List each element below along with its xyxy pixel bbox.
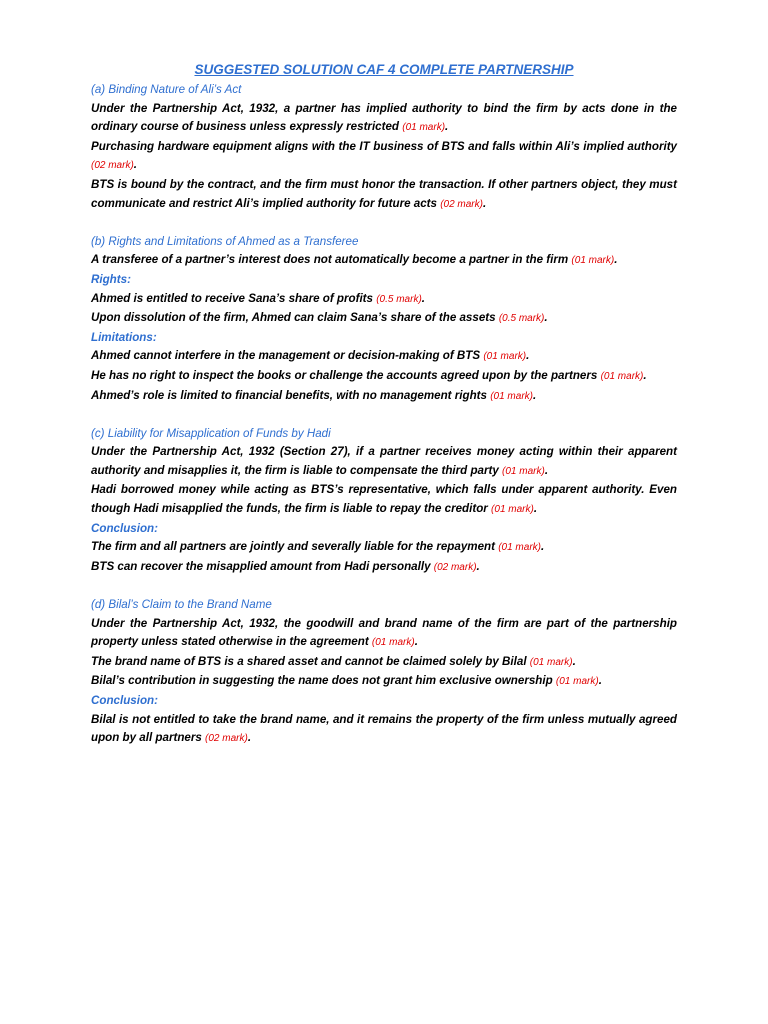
paragraph (91, 615, 677, 653)
section-gap (91, 406, 677, 425)
paragraph (91, 538, 677, 558)
mark-allocation: (01 mark) (483, 351, 527, 363)
paragraph-end-period: . (414, 635, 418, 649)
mark-allocation: (01 mark) (502, 465, 545, 477)
paragraph (91, 672, 677, 692)
section-heading: (d) Bilal’s Claim to the Brand Name (91, 598, 272, 612)
paragraph-end-period: . (544, 311, 548, 325)
mark-allocation: (01 mark) (402, 122, 446, 134)
paragraph (91, 138, 677, 176)
subheading: Limitations: (91, 330, 157, 344)
paragraph-end-period: . (526, 349, 530, 363)
paragraph (91, 387, 677, 407)
document-body (91, 59, 677, 749)
paragraph-text: Ahmed’s role is limited to financial benefits, with no management rights (91, 388, 491, 402)
paragraph-end-period: . (572, 654, 576, 668)
mark-allocation: (01 mark) (498, 542, 541, 554)
paragraph-text: Upon dissolution of the firm, Ahmed can claim Sana’s share of the assets (91, 311, 499, 325)
paragraph-text: He has no right to inspect the books or challenge the accounts agreed upon by the partners (91, 368, 601, 382)
paragraph-text: Bilal is not entitled to take the brand name, and it remains the property of the firm unless mutually agreed upon by all partners (91, 712, 677, 745)
paragraph-end-period: . (476, 559, 480, 573)
section-gap (91, 577, 677, 596)
mark-allocation: (0.5 mark) (376, 293, 422, 305)
sections-container (91, 81, 677, 749)
paragraph (91, 100, 677, 138)
paragraph-end-period: . (614, 253, 618, 267)
mark-allocation: (01 mark) (529, 656, 573, 668)
paragraph-end-period: . (247, 731, 252, 745)
mark-allocation: (01 mark) (371, 637, 415, 649)
paragraph (91, 347, 677, 367)
subheading: Rights: (91, 272, 131, 286)
mark-allocation: (01 mark) (571, 255, 615, 267)
mark-allocation: (0.5 mark) (498, 313, 545, 325)
subheading: Conclusion: (91, 521, 158, 535)
paragraph-end-period: . (533, 388, 537, 402)
paragraph-end-period: . (445, 120, 449, 134)
paragraph-text: BTS is bound by the contract, and the firm must honor the transaction. If other partners object, they must communicate and restrict Ali’s implied authority for future acts (91, 177, 677, 210)
section-heading: (a) Binding Nature of Ali’s Act (91, 83, 242, 96)
paragraph-text: Under the Partnership Act, 1932, a partner has implied authority to bind the firm by acts done in the ordinary course of business unless expressly restricted (91, 101, 677, 134)
paragraph (91, 290, 677, 310)
paragraph (91, 367, 677, 387)
section-heading: (b) Rights and Limitations of Ahmed as a Transferee (91, 234, 359, 248)
mark-allocation: (01 mark) (490, 390, 533, 402)
mark-allocation: (01 mark) (491, 504, 534, 516)
paragraph-text: Under the Partnership Act, 1932, the goodwill and brand name of the firm are part of the partnership property unless stated otherwise in the agreement (91, 616, 677, 649)
paragraph-text: Hadi borrowed money while acting as BTS’s representative, which falls under apparent authority. Even though Hadi misapplied the funds, the firm is liable to repay the creditor (91, 483, 677, 516)
paragraph-text: Ahmed is entitled to receive Sana’s share of profits (91, 291, 377, 305)
paragraph-text: BTS can recover the misapplied amount from Hadi personally (91, 559, 434, 573)
paragraph (91, 481, 677, 519)
mark-allocation: (01 mark) (555, 676, 599, 688)
paragraph-text: Ahmed cannot interfere in the management or decision-making of BTS (91, 349, 484, 363)
section (91, 233, 677, 406)
subheading: Conclusion: (91, 694, 158, 707)
page-title: SUGGESTED SOLUTION CAF 4 COMPLETE PARTNERSHIP (194, 62, 574, 77)
paragraph-end-period: . (482, 196, 487, 210)
paragraph (91, 653, 677, 673)
paragraph-text: Bilal’s contribution in suggesting the name does not grant him exclusive ownership (91, 674, 556, 688)
paragraph (91, 558, 677, 578)
paragraph-text: Under the Partnership Act, 1932 (Section 27), if a partner receives money acting within their apparent authority and misapplies it, the firm is liable to compensate the third party (91, 445, 677, 477)
paragraph-end-period: . (598, 674, 602, 688)
mark-allocation: (02 mark) (440, 198, 483, 210)
section (91, 596, 677, 749)
paragraph-end-period: . (541, 540, 545, 554)
section-gap (91, 214, 677, 233)
paragraph (91, 176, 677, 214)
paragraph (91, 443, 677, 481)
paragraph-end-period: . (643, 368, 647, 382)
mark-allocation: (02 mark) (433, 561, 477, 573)
mark-allocation: (02 mark) (91, 160, 134, 172)
section (91, 81, 677, 214)
mark-allocation: (02 mark) (205, 733, 248, 745)
paragraph-text: A transferee of a partner’s interest does not automatically become a partner in the firm (91, 253, 572, 267)
paragraph-end-period: . (421, 291, 426, 305)
paragraph-end-period: . (533, 502, 538, 516)
paragraph-end-period: . (544, 463, 549, 477)
paragraph (91, 309, 677, 329)
paragraph-text: The brand name of BTS is a shared asset and cannot be claimed solely by Bilal (91, 654, 530, 668)
section-heading: (c) Liability for Misapplication of Funds by Hadi (91, 426, 331, 440)
paragraph-end-period: . (133, 158, 138, 172)
section (91, 425, 677, 578)
paragraph-text: The firm and all partners are jointly and severally liable for the repayment (91, 540, 499, 554)
paragraph (91, 251, 677, 271)
paragraph (91, 711, 677, 749)
mark-allocation: (01 mark) (600, 370, 644, 382)
paragraph-text: Purchasing hardware equipment aligns with the IT business of BTS and falls within Ali’s implied authority (91, 139, 677, 153)
